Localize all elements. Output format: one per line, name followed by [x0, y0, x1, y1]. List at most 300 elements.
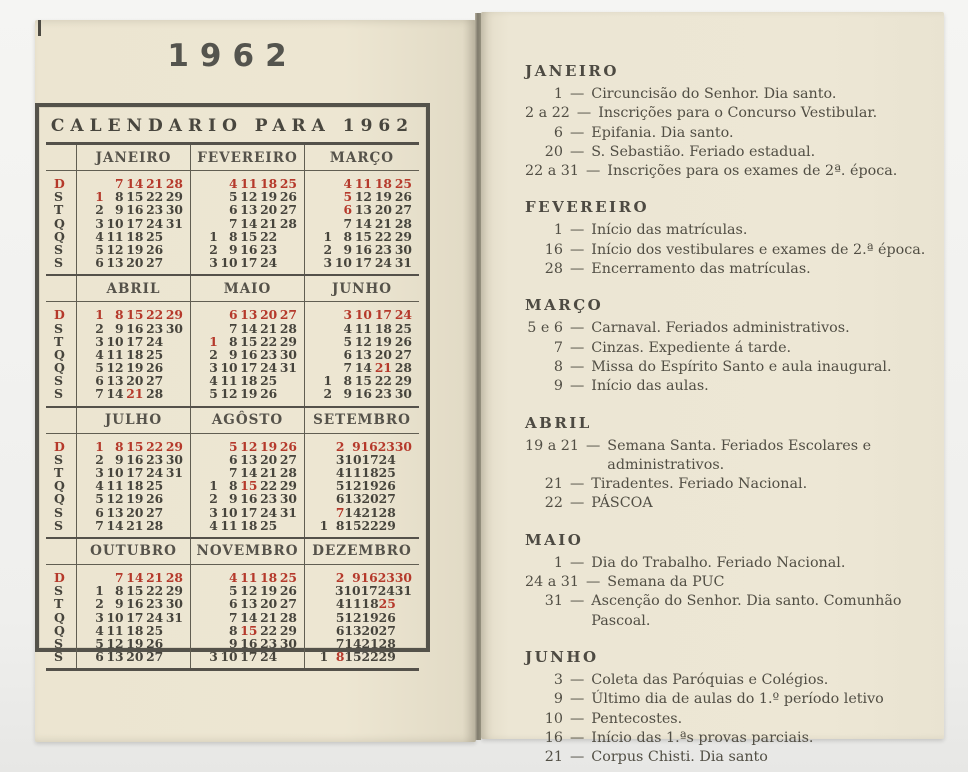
month-band [46, 145, 419, 274]
month-band [46, 274, 419, 405]
day-letter: S [54, 583, 64, 599]
day-number-cell: 17 [126, 465, 144, 480]
day-number-cell: 29 [279, 622, 297, 638]
day-number-cell: 19 [361, 478, 379, 494]
week-row [84, 440, 183, 453]
day-number-cell: 15 [126, 189, 144, 205]
day-number-cell: 30 [394, 386, 412, 402]
day-number-cell: 3 [95, 609, 104, 625]
event-text: Tiradentes. Feriado Nacional. [591, 476, 808, 493]
event-dash: — [586, 163, 601, 180]
event-dash: — [570, 320, 585, 337]
week-row [312, 597, 412, 610]
day-number-cell: 18 [260, 176, 278, 191]
day-letters-column [46, 565, 77, 668]
day-number-cell: 22 [146, 583, 164, 599]
day-number-cell: 31 [165, 465, 183, 480]
day-number-cell: 21 [260, 215, 278, 231]
day-number-cell: 22 [146, 307, 164, 323]
event-day: 21 [544, 749, 563, 766]
day-number-cell: 31 [394, 583, 412, 599]
day-number-cell: 20 [374, 202, 392, 218]
day-number-cell [163, 506, 183, 519]
day-number-cell [312, 177, 332, 190]
day-number-cell: 14 [126, 569, 144, 585]
day-number-cell: 21 [361, 504, 379, 520]
event-dash: — [570, 358, 585, 375]
week-row [312, 203, 412, 216]
day-number-cell [198, 611, 218, 624]
day-number-cell: 24 [146, 215, 164, 231]
day-number-cell [312, 624, 328, 637]
day-number-cell [312, 506, 328, 519]
day-number-cell: 21 [126, 386, 144, 402]
day-number-cell: 24 [260, 504, 278, 520]
month-band [46, 537, 419, 668]
day-number-cell: 8 [115, 583, 124, 599]
event-month-heading: MAIO [525, 530, 584, 549]
week-row [312, 322, 412, 335]
day-number-cell: 17 [126, 215, 144, 231]
event-item [525, 592, 928, 631]
day-number-cell [312, 584, 328, 597]
day-number-cell: 10 [343, 583, 361, 599]
day-number-cell: 8 [115, 438, 124, 454]
day-letter: S [54, 635, 64, 651]
day-number-cell: 24 [394, 307, 412, 323]
day-number-cell: 22 [374, 228, 392, 244]
day-number-cell: 11 [344, 596, 362, 612]
day-number-cell: 22 [260, 228, 278, 244]
day-number-cell: 7 [95, 386, 104, 402]
event-day: 6 [553, 124, 563, 141]
day-letter: Q [54, 609, 65, 625]
day-number-cell: 30 [165, 451, 183, 467]
day-letters-column [46, 171, 77, 274]
day-number-cell: 10 [220, 504, 238, 520]
day-letter: S [54, 241, 64, 257]
day-number-cell: 17 [240, 255, 258, 271]
event-dash: — [570, 86, 585, 102]
week-row [84, 387, 183, 400]
day-number-cell [163, 374, 183, 387]
day-number-cell: 22 [260, 478, 278, 494]
day-number-cell: 29 [378, 649, 396, 665]
day-number-cell: 11 [106, 478, 124, 494]
day-number-cell: 6 [335, 491, 345, 507]
day-number-cell: 3 [209, 255, 218, 271]
month-name: AGÔSTO [191, 408, 305, 434]
day-number-cell: 14 [344, 635, 362, 651]
day-number-cell: 15 [240, 478, 258, 494]
day-letter: S [54, 386, 64, 402]
day-number-cell [163, 230, 183, 243]
week-row [198, 256, 297, 269]
day-number-cell: 3 [343, 307, 352, 323]
event-dash: — [570, 671, 585, 688]
day-number-cell [312, 348, 332, 361]
day-number-cell: 3 [209, 504, 218, 520]
event-text: Semana da PUC [607, 574, 725, 591]
day-number-cell: 30 [279, 491, 297, 507]
day-number-cell: 19 [374, 189, 392, 205]
day-number-cell [312, 611, 328, 624]
day-number-cell: 1 [209, 478, 218, 494]
day-number-cell: 8 [335, 649, 345, 665]
month-name: JANEIRO [77, 145, 191, 171]
day-number-cell: 3 [323, 255, 332, 271]
day-number-cell [277, 387, 297, 400]
day-number-cell: 14 [126, 176, 144, 191]
day-number-cell: 21 [374, 215, 392, 231]
day-number-cell: 11 [106, 622, 124, 638]
day-number-cell: 29 [165, 189, 183, 205]
day-number-cell: 28 [378, 635, 396, 651]
event-item [525, 319, 928, 338]
day-number-cell: 28 [146, 386, 164, 402]
week-row [312, 230, 412, 243]
day-number-cell: 29 [279, 333, 297, 349]
day-letter: Q [54, 346, 65, 362]
day-number-cell: 24 [146, 333, 164, 349]
day-number-cell [396, 506, 412, 519]
day-number-cell [312, 190, 332, 203]
day-number-cell: 21 [260, 609, 278, 625]
event-month-heading: MARÇO [525, 296, 604, 315]
day-number-cell: 8 [335, 517, 345, 533]
day-number-cell [312, 217, 332, 230]
day-number-cell: 10 [106, 465, 124, 480]
week-row [198, 335, 297, 348]
day-number-cell [163, 479, 183, 492]
day-number-cell [277, 374, 297, 387]
day-number-cell: 16 [360, 438, 378, 454]
day-number-cell: 6 [95, 255, 104, 271]
day-number-cell: 9 [115, 320, 124, 336]
week-row [198, 230, 297, 243]
event-item [525, 162, 928, 181]
week-row [198, 519, 297, 532]
day-number-cell: 19 [126, 241, 144, 257]
week-row [312, 650, 412, 663]
day-number-cell: 11 [220, 373, 238, 389]
day-number-cell: 16 [240, 491, 258, 507]
day-number-cell: 12 [344, 478, 362, 494]
day-letter: Q [54, 491, 65, 507]
day-number-cell: 10 [106, 333, 124, 349]
events-list [481, 12, 944, 766]
day-number-cell: 28 [279, 215, 297, 231]
event-dash: — [586, 574, 601, 591]
day-number-cell: 28 [394, 215, 412, 231]
week-row [84, 506, 183, 519]
day-number-cell: 9 [115, 451, 124, 467]
day-number-cell [396, 466, 412, 479]
day-number-cell: 2 [209, 346, 218, 362]
month-name: JULHO [77, 408, 191, 434]
day-number-cell: 30 [165, 320, 183, 336]
day-number-cell: 14 [240, 465, 258, 480]
day-number-cell: 10 [106, 215, 124, 231]
day-number-cell: 8 [115, 307, 124, 323]
day-number-cell [277, 256, 297, 269]
event-month-section [525, 531, 928, 631]
event-text: Corpus Chisti. Dia santo [591, 749, 768, 766]
event-day: 20 [544, 143, 563, 160]
event-day: 1 [553, 554, 563, 571]
event-text: Missa do Espírito Santo e aula inaugural. [591, 358, 892, 375]
week-row [312, 440, 412, 453]
day-number-cell: 14 [240, 609, 258, 625]
day-number-cell: 30 [279, 635, 297, 651]
event-dash: — [570, 222, 585, 239]
day-number-cell: 6 [229, 202, 238, 218]
day-letter: S [54, 517, 64, 533]
day-number-cell: 26 [279, 438, 297, 454]
day-number-cell: 24 [146, 465, 164, 480]
day-number-cell [163, 492, 183, 505]
day-number-cell: 16 [354, 241, 372, 257]
event-dash: — [570, 593, 585, 610]
day-number-cell: 29 [279, 478, 297, 494]
day-number-cell: 1 [209, 228, 218, 244]
day-number-cell [396, 492, 412, 505]
event-text: Pentecostes. [591, 710, 683, 727]
event-day: 24 a 31 [525, 574, 579, 591]
day-number-cell: 27 [378, 622, 396, 638]
day-number-cell [198, 440, 218, 453]
month-name: ABRIL [77, 276, 191, 302]
event-day: 16 [544, 729, 563, 746]
month-band [46, 406, 419, 537]
month-body [305, 302, 419, 405]
day-number-cell: 4 [95, 346, 104, 362]
week-row [84, 597, 183, 610]
week-row [198, 650, 297, 663]
day-number-cell: 9 [229, 635, 238, 651]
month-body [77, 565, 191, 668]
day-number-cell: 12 [240, 189, 258, 205]
day-number-cell: 15 [240, 333, 258, 349]
calendar-card [35, 103, 430, 665]
month-body [77, 302, 191, 405]
day-number-cell [163, 624, 183, 637]
day-letter: Q [54, 622, 65, 638]
day-number-cell: 8 [229, 478, 238, 494]
day-number-cell: 24 [377, 583, 395, 599]
day-number-cell: 15 [240, 622, 258, 638]
day-number-cell: 11 [344, 465, 362, 480]
day-number-cell: 4 [95, 622, 104, 638]
day-number-cell: 1 [323, 373, 332, 389]
day-number-cell: 18 [374, 320, 392, 336]
day-number-cell [163, 637, 183, 650]
day-number-cell: 2 [323, 241, 332, 257]
day-number-cell: 1 [95, 307, 104, 323]
day-number-cell: 3 [95, 333, 104, 349]
day-number-cell: 5 [95, 360, 104, 376]
week-row [312, 308, 412, 321]
week-row [84, 256, 183, 269]
event-item [525, 221, 928, 240]
event-month-section [525, 648, 928, 767]
day-number-cell: 13 [106, 373, 124, 389]
day-number-cell: 8 [229, 228, 238, 244]
day-number-cell: 26 [279, 189, 297, 205]
day-number-cell: 21 [260, 465, 278, 480]
day-number-cell: 14 [106, 386, 124, 402]
day-number-cell: 27 [378, 491, 396, 507]
day-number-cell: 30 [165, 596, 183, 612]
week-row [312, 519, 412, 532]
day-number-cell [277, 230, 297, 243]
day-number-cell: 1 [95, 189, 104, 205]
day-number-cell: 14 [106, 517, 124, 533]
event-item [525, 124, 928, 143]
day-number-cell: 4 [229, 569, 238, 585]
week-row [84, 308, 183, 321]
day-number-cell: 27 [146, 255, 164, 271]
day-number-cell: 23 [260, 635, 278, 651]
day-number-cell: 31 [394, 255, 412, 271]
month-name: DEZEMBRO [305, 539, 419, 565]
week-row [198, 203, 297, 216]
event-dash: — [570, 476, 585, 493]
event-dash: — [570, 554, 585, 571]
day-number-cell: 25 [260, 373, 278, 389]
event-item [525, 241, 928, 260]
event-item [525, 143, 928, 162]
day-number-cell [163, 256, 183, 269]
event-text: Início das matrículas. [591, 222, 748, 239]
event-dash: — [570, 124, 585, 141]
day-number-cell: 10 [354, 307, 372, 323]
day-number-cell: 7 [343, 360, 352, 376]
month-body [77, 171, 191, 274]
day-number-cell: 18 [240, 517, 258, 533]
day-number-cell: 4 [335, 465, 345, 480]
day-letter: T [54, 465, 64, 480]
day-number-cell: 5 [95, 241, 104, 257]
day-number-cell: 13 [240, 307, 258, 323]
day-number-cell: 22 [146, 189, 164, 205]
event-day: 22 [544, 495, 563, 512]
calendar-card-inner [46, 107, 419, 671]
event-item [525, 104, 928, 123]
day-number-cell: 27 [279, 307, 297, 323]
day-number-cell [396, 650, 412, 663]
day-number-cell: 26 [394, 333, 412, 349]
day-number-cell: 27 [146, 373, 164, 389]
day-number-cell [198, 217, 218, 230]
day-number-cell [312, 571, 328, 584]
day-letter: T [54, 333, 64, 349]
day-number-cell [312, 479, 328, 492]
day-number-cell: 2 [95, 451, 104, 467]
day-number-cell: 21 [260, 320, 278, 336]
day-letter: D [54, 438, 65, 454]
event-month-section [525, 62, 928, 181]
day-number-cell: 20 [260, 307, 278, 323]
week-row [84, 492, 183, 505]
day-number-cell: 20 [361, 491, 379, 507]
day-number-cell: 9 [343, 386, 352, 402]
day-number-cell: 20 [361, 622, 379, 638]
day-number-cell: 28 [394, 360, 412, 376]
day-number-cell: 29 [378, 517, 396, 533]
day-number-cell: 23 [260, 346, 278, 362]
day-number-cell: 23 [146, 320, 164, 336]
day-number-cell: 27 [146, 649, 164, 665]
day-letter: S [54, 649, 64, 665]
day-number-cell: 18 [126, 228, 144, 244]
event-text: Início das 1.ªs provas parciais. [591, 729, 814, 746]
day-number-cell: 6 [95, 504, 104, 520]
day-number-cell: 9 [343, 241, 352, 257]
day-letter: Q [54, 228, 65, 244]
grid-corner [46, 539, 77, 565]
day-number-cell: 1 [319, 517, 329, 533]
week-row [84, 611, 183, 624]
event-month-section [525, 296, 928, 396]
day-number-cell: 4 [209, 517, 218, 533]
day-letter: Q [54, 215, 65, 231]
day-number-cell: 20 [260, 202, 278, 218]
day-letter: S [54, 373, 64, 389]
day-number-cell: 7 [335, 635, 345, 651]
day-number-cell: 19 [126, 491, 144, 507]
event-day: 3 [553, 671, 563, 688]
event-item [525, 358, 928, 377]
event-day: 1 [553, 86, 563, 102]
event-day: 2 a 22 [525, 105, 570, 122]
day-number-cell: 26 [146, 491, 164, 507]
day-number-cell: 5 [229, 438, 238, 454]
grid-corner [46, 276, 77, 302]
event-day: 31 [544, 593, 563, 610]
week-row [312, 335, 412, 348]
day-number-cell: 4 [95, 478, 104, 494]
day-number-cell [198, 597, 218, 610]
day-number-cell: 23 [146, 451, 164, 467]
day-number-cell [396, 611, 412, 624]
day-number-cell: 5 [95, 635, 104, 651]
event-dash: — [586, 437, 601, 454]
month-body [305, 434, 419, 537]
day-number-cell: 27 [279, 596, 297, 612]
day-number-cell: 2 [323, 386, 332, 402]
day-number-cell: 5 [335, 478, 345, 494]
day-number-cell [312, 492, 328, 505]
day-number-cell: 30 [165, 202, 183, 218]
day-number-cell [396, 624, 412, 637]
day-number-cell: 22 [146, 438, 164, 454]
day-number-cell: 14 [344, 504, 362, 520]
day-number-cell: 12 [354, 189, 372, 205]
event-day: 10 [544, 710, 563, 727]
day-number-cell: 14 [240, 215, 258, 231]
day-number-cell: 4 [229, 176, 238, 191]
month-name: JUNHO [305, 276, 419, 302]
day-number-cell: 21 [146, 569, 164, 585]
event-day: 21 [544, 476, 563, 493]
event-month-heading: JUNHO [525, 647, 599, 666]
day-number-cell: 7 [115, 569, 124, 585]
month-name: MARÇO [305, 145, 419, 171]
day-number-cell: 6 [229, 451, 238, 467]
day-number-cell: 24 [260, 255, 278, 271]
month-body [305, 565, 419, 668]
